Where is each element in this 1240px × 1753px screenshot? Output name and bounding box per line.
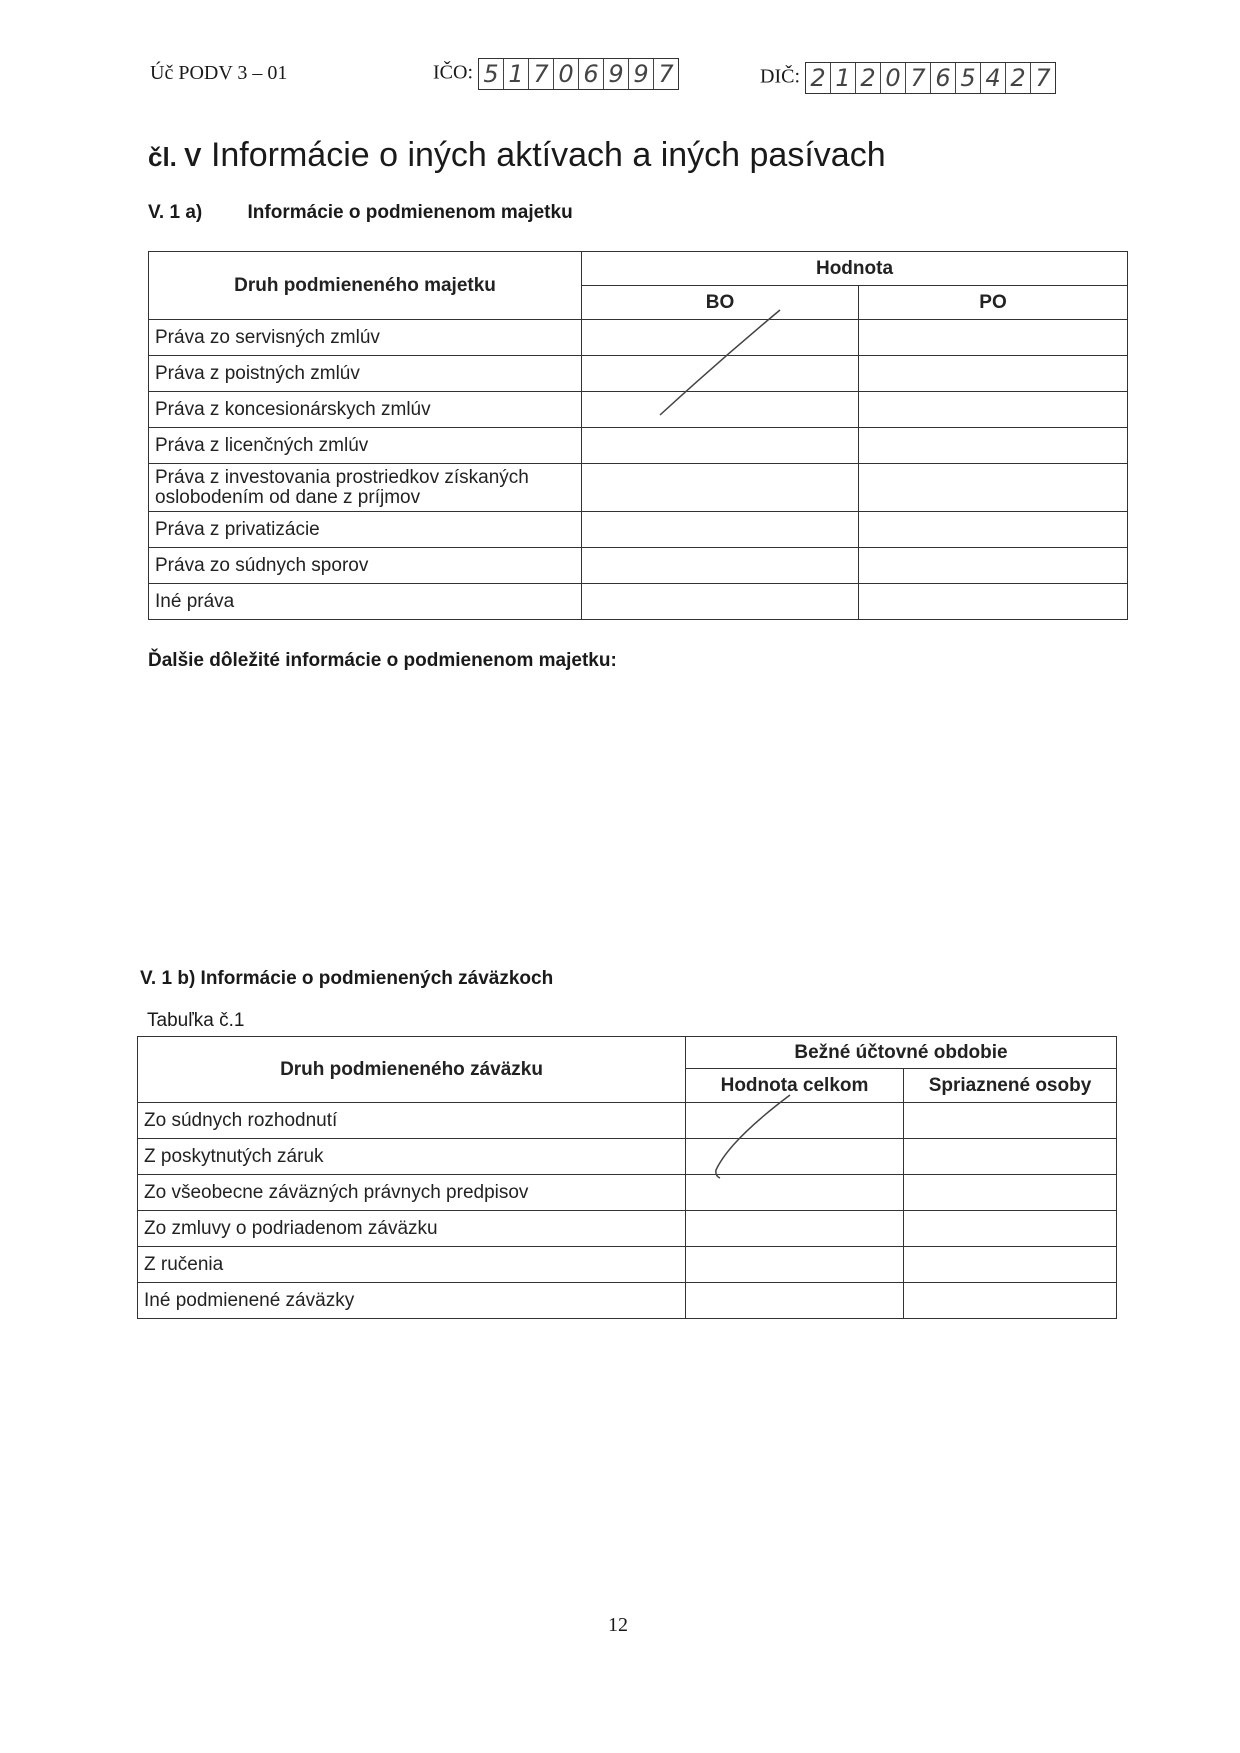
table-row xyxy=(138,1247,1117,1283)
row-label: Práva z poistných zmlúv xyxy=(149,356,582,392)
col-period: Bežné účtovné obdobie xyxy=(686,1037,1117,1069)
table-row xyxy=(149,464,1128,512)
table-row xyxy=(149,584,1128,620)
table-row xyxy=(149,512,1128,548)
row-label: Práva zo servisných zmlúv xyxy=(149,320,582,356)
section-a-title: Informácie o podmienenom majetku xyxy=(247,202,573,223)
table-row xyxy=(138,1103,1117,1139)
row-label: Z poskytnutých záruk xyxy=(138,1139,686,1175)
row-label: Zo zmluvy o podriadenom záväzku xyxy=(138,1211,686,1247)
section-b-heading xyxy=(140,968,553,990)
value-cell[interactable] xyxy=(686,1247,904,1283)
digit-box: 5 xyxy=(479,59,504,89)
digit-box: 0 xyxy=(881,63,906,93)
value-cell[interactable] xyxy=(904,1139,1117,1175)
dic-field xyxy=(760,62,1056,94)
table-row xyxy=(138,1283,1117,1319)
strike-through-mark xyxy=(650,300,790,420)
section-b-number: V. 1 b) xyxy=(140,968,196,989)
digit-box: 1 xyxy=(504,59,529,89)
row-label: Práva z licenčných zmlúv xyxy=(149,428,582,464)
table-row xyxy=(138,1175,1117,1211)
col-type: Druh podmieneného záväzku xyxy=(138,1037,686,1103)
value-cell[interactable] xyxy=(686,1211,904,1247)
table-label: Tabuľka č.1 xyxy=(147,1010,245,1031)
value-cell[interactable] xyxy=(859,548,1128,584)
value-cell[interactable] xyxy=(904,1175,1117,1211)
row-label: Iné práva xyxy=(149,584,582,620)
title-text: Informácie o iných aktívach a iných pasívach xyxy=(210,136,886,174)
table-row xyxy=(138,1211,1117,1247)
digit-box: 6 xyxy=(931,63,956,93)
row-label: Práva z koncesionárskych zmlúv xyxy=(149,392,582,428)
section-a-heading xyxy=(148,202,573,224)
value-cell[interactable] xyxy=(582,428,859,464)
value-cell[interactable] xyxy=(904,1103,1117,1139)
table-row xyxy=(138,1139,1117,1175)
value-cell[interactable] xyxy=(859,428,1128,464)
value-cell[interactable] xyxy=(859,464,1128,512)
digit-box: 7 xyxy=(658,60,674,88)
digit-box: 5 xyxy=(956,63,981,93)
col-bo: BO xyxy=(582,286,859,320)
page-title xyxy=(148,136,886,175)
ico-boxes xyxy=(478,58,679,90)
value-cell[interactable] xyxy=(904,1211,1117,1247)
digit-box: 1 xyxy=(831,63,856,93)
conditional-assets-table xyxy=(148,251,1128,620)
value-cell[interactable] xyxy=(582,464,859,512)
col-po: PO xyxy=(859,286,1128,320)
strike-through-mark xyxy=(700,1090,800,1180)
table-row xyxy=(149,320,1128,356)
digit-box: 6 xyxy=(579,59,604,89)
digit-box: 0 xyxy=(554,59,579,89)
row-label: Z ručenia xyxy=(138,1247,686,1283)
digit-box: 2 xyxy=(1006,63,1031,93)
ico-label: IČO: xyxy=(433,61,473,84)
page-number: 12 xyxy=(608,1614,628,1636)
value-cell[interactable] xyxy=(859,584,1128,620)
value-cell[interactable] xyxy=(582,512,859,548)
value-cell[interactable] xyxy=(859,320,1128,356)
value-cell[interactable] xyxy=(859,512,1128,548)
row-label: Zo súdnych rozhodnutí xyxy=(138,1103,686,1139)
row-label: Práva z investovania prostriedkov získaných oslobodením od dane z príjmov xyxy=(149,464,582,512)
digit-box: 4 xyxy=(981,63,1006,93)
digit-box: 9 xyxy=(629,59,654,89)
digit-box: 7 xyxy=(529,59,554,89)
title-prefix: čl. V xyxy=(148,142,202,172)
form-code: Úč PODV 3 – 01 xyxy=(150,62,288,84)
value-cell[interactable] xyxy=(859,392,1128,428)
table-row xyxy=(149,392,1128,428)
value-cell[interactable] xyxy=(904,1247,1117,1283)
table-row xyxy=(149,548,1128,584)
col-related: Spriaznené osoby xyxy=(904,1069,1117,1103)
row-label: Práva z privatizácie xyxy=(149,512,582,548)
section-b-title: Informácie o podmienených záväzkoch xyxy=(200,968,554,989)
dic-boxes xyxy=(805,62,1056,94)
digit-box: 2 xyxy=(806,63,831,93)
col-type: Druh podmieneného majetku xyxy=(149,252,582,320)
row-label: Práva zo súdnych sporov xyxy=(149,548,582,584)
value-cell[interactable] xyxy=(582,548,859,584)
row-label: Zo všeobecne záväzných právnych predpisov xyxy=(138,1175,686,1211)
digit-box: 2 xyxy=(856,63,881,93)
digit-box: 7 xyxy=(1035,64,1051,92)
ico-field xyxy=(433,58,679,90)
value-cell[interactable] xyxy=(582,584,859,620)
conditional-liabilities-table xyxy=(137,1036,1117,1319)
col-total: Hodnota celkom xyxy=(686,1069,904,1103)
value-cell[interactable] xyxy=(904,1283,1117,1319)
value-cell[interactable] xyxy=(859,356,1128,392)
col-value: Hodnota xyxy=(582,252,1128,286)
value-cell[interactable] xyxy=(686,1283,904,1319)
dic-label: DIČ: xyxy=(760,65,800,88)
further-info-label: Ďalšie dôležité informácie o podmienenom majetku: xyxy=(148,650,617,671)
section-a-number: V. 1 a) xyxy=(148,202,203,223)
table-row xyxy=(149,356,1128,392)
digit-box: 9 xyxy=(604,59,629,89)
table-row xyxy=(149,428,1128,464)
digit-box: 7 xyxy=(906,63,931,93)
row-label: Iné podmienené záväzky xyxy=(138,1283,686,1319)
